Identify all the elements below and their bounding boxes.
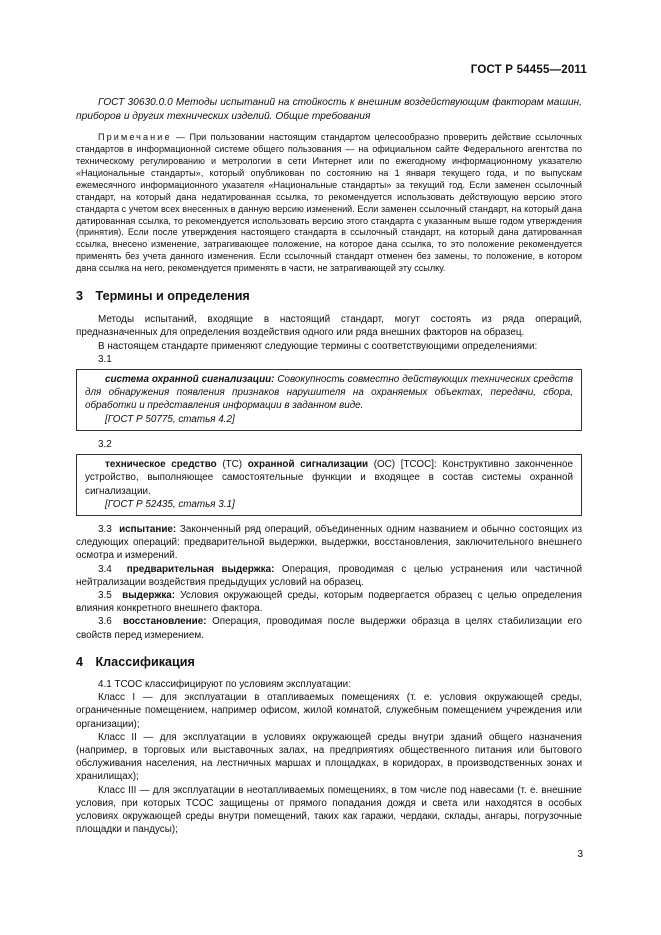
section-3-intro-1: Методы испытаний, входящие в настоящий стандарт, могут состоять из ряда операций, предназначенных для определения воздействия одного или ряда внешних факторов на образец. xyxy=(76,314,582,339)
term-3-4 xyxy=(76,563,582,589)
term-3-5-text: Условия окружающей среды, которым подвергается образец с целью определения влияния конкретного внешнего фактора. xyxy=(76,589,582,615)
term-3-1-number: 3.1 xyxy=(98,353,112,365)
term-3-2-definition xyxy=(85,458,573,498)
class-2-paragraph: Класс II — для эксплуатации в условиях окружающей среды внутри зданий общего назначения (например, в торговых или выставочных залах, на предприятиях общественного питания или бытового обслуживания населения, на лестничных маршах и площадках, в коридорах, в производственных зонах и хранилищах); xyxy=(76,731,582,783)
term-3-6-number: 3.6 xyxy=(98,616,112,628)
term-3-4-term: предварительная выдержка: xyxy=(126,563,275,575)
section-3-number: 3 xyxy=(76,289,84,304)
term-3-3-text: Законченный ряд операций, объединенных одним названием и обычно состоящих из следующих операций: предварительной выдержки, выдержки, восстановления, заключительного внешнего осмотра и измерений. xyxy=(76,523,582,562)
term-3-2-abbr-a: (ТС) xyxy=(216,459,248,471)
term-3-6 xyxy=(76,615,582,641)
term-3-2-number: 3.2 xyxy=(98,438,112,450)
note-text: — При пользовании настоящим стандартом целесообразно проверить действие ссылочных стандартов в информационной системе общего пользования — на официальном сайте Федерального агентства по техническому регулированию и метрологии в сети Интернет или по ежегодному информационному указателю «Национальные стандарты», который опубликован по состоянию на 1 января текущего года, и по выпускам ежемесячного информационного указателя «Национальные стандарты» за текущий год. Если заменен ссылочный стандарт, на который дана недатированная ссылка, то рекомендуется использовать действующую версию этого стандарта с учетом всех внесенных в данную версию изменений. Если заменен ссылочный стандарт, на который дана датированная ссылка, то рекомендуется использовать версию этого стандарта с указанным выше годом утверждения (принятия). Если после утверждения настоящего стандарта в ссылочный стандарт, на который дана датированная ссылка, внесено изменение, затрагивающее положение, на которое дана ссылка, то это положение рекомендуется применять без учета данного изменения. Если ссылочный стандарт отменен без замены, то положение, в котором дана ссылка на него, рекомендуется применять в части, не затрагивающей эту ссылку. xyxy=(76,132,582,274)
section-4-heading xyxy=(76,656,582,669)
term-3-3 xyxy=(76,523,582,563)
term-3-1-source: [ГОСТ Р 50775, статья 4.2] xyxy=(105,413,235,425)
section-4-title: Классификация xyxy=(95,654,195,669)
term-3-5-number: 3.5 xyxy=(98,589,112,601)
section-4-number: 4 xyxy=(76,654,84,669)
class-1-paragraph: Класс I — для эксплуатации в отапливаемых помещениях (т. е. условия окружающей среды, ограниченные помещением, например офисом, жилой комнатой, служебным помещением учреждения или организации); xyxy=(76,692,582,730)
page-number: 3 xyxy=(577,849,583,860)
page-content xyxy=(76,96,582,836)
term-3-2-source: [ГОСТ Р 52435, статья 3.1] xyxy=(105,498,235,510)
section-3-heading xyxy=(76,290,582,303)
term-3-1-definition xyxy=(85,373,573,413)
term-3-5 xyxy=(76,589,582,615)
term-3-6-text: Операция, проводимая после выдержки образца в целях стабилизации его свойств перед измерением. xyxy=(76,616,582,641)
term-3-4-text: Операция, проводимая с целью устранения или частичной нейтрализации воздействия предыдущих условий на образец. xyxy=(76,563,582,588)
term-3-2-text: Конструктивно законченное устройство, выполняющее самостоятельные функции и входящее в состав системы охранной сигнализации. xyxy=(85,459,573,497)
section-3-title: Термины и определения xyxy=(95,289,250,304)
note-label: Примечание xyxy=(98,132,172,143)
term-3-1-text: Совокупность совместно действующих технических средств для обнаружения появления признаков нарушителя на охраняемых объектах, передачи, сбора, обработки и представления информации в заданном виде. xyxy=(85,374,573,412)
term-3-3-number: 3.3 xyxy=(98,523,112,535)
term-3-2-box xyxy=(76,454,582,516)
document-header: ГОСТ Р 54455—2011 xyxy=(470,64,587,76)
section-3-intro-2: В настоящем стандарте применяют следующие термины с соответствующими определениями: xyxy=(98,340,538,352)
term-3-2-term-b: охранной сигнализации xyxy=(247,459,369,471)
term-3-2-abbr-b: (ОС) [ТСОС]: xyxy=(368,459,443,471)
term-3-3-term: испытание: xyxy=(119,523,177,535)
class-3-paragraph: Класс III — для эксплуатации в неотапливаемых помещениях, в том числе под навесами (т. е. внешние условия, при которых ТСОС защищены от прямого попадания дождя и света или находятся в особых условиях окружающей среды внутри помещений, таких как гаражи, чердаки, склады, ангары, погрузочные площадки и пандусы); xyxy=(76,784,582,836)
term-3-1-term: система охранной сигнализации: xyxy=(105,374,275,386)
normative-reference: ГОСТ 30630.0.0 Методы испытаний на стойкость к внешним воздействующим факторам машин, приборов и других технических изделий. Общие требования xyxy=(76,97,582,122)
term-3-4-number: 3.4 xyxy=(98,563,112,575)
note-paragraph xyxy=(76,132,582,275)
term-3-6-term: восстановление: xyxy=(122,616,207,628)
term-3-1-box xyxy=(76,369,582,431)
term-3-2-term-a: техническое средство xyxy=(105,459,217,471)
term-3-5-term: выдержка: xyxy=(122,589,176,601)
clause-4-1: 4.1 ТСОС классифицируют по условиям эксплуатации: xyxy=(98,678,351,690)
